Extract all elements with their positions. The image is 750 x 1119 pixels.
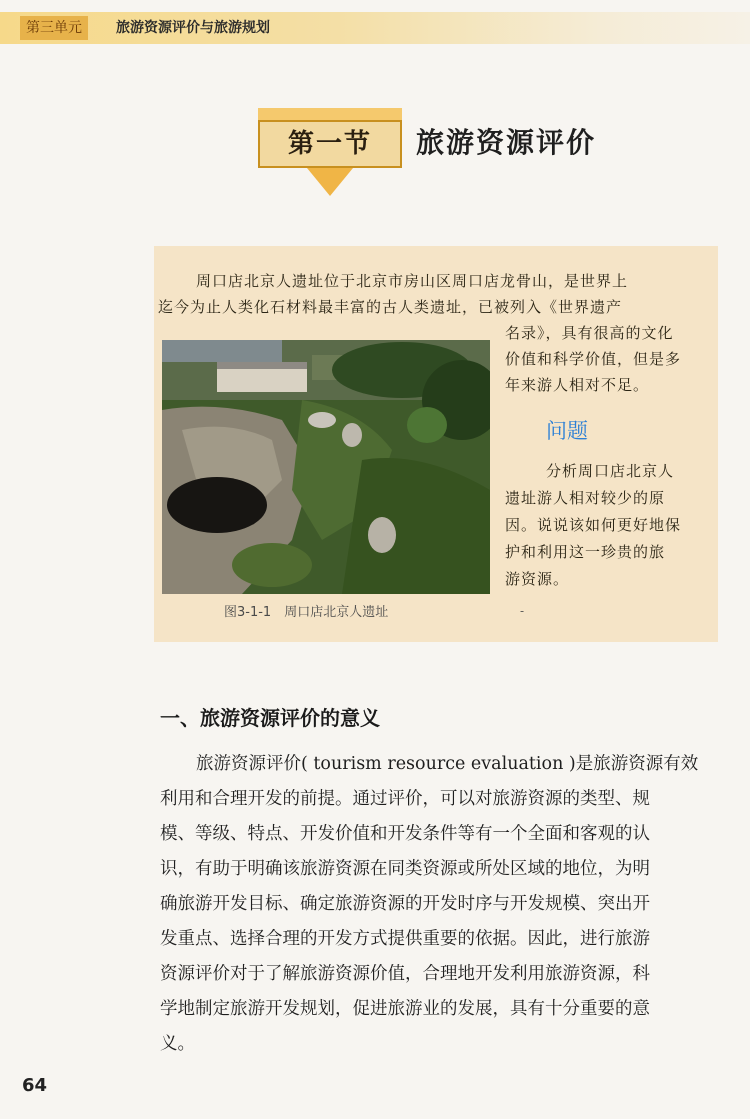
paragraph-line: 发重点、选择合理的开发方式提供重要的依据。因此，进行旅游 xyxy=(160,929,650,949)
paragraph-line: 义。 xyxy=(160,1034,195,1054)
case-text-line: 迄今为止人类化石材料最丰富的古人类遗址，已被列入《世界遗产 xyxy=(158,298,623,316)
site-photo-illustration xyxy=(162,340,490,594)
case-text-line: 名录》，具有很高的文化 xyxy=(505,324,674,342)
case-text-line: 价值和科学价值，但是多 xyxy=(505,350,682,368)
page-header xyxy=(0,12,750,44)
case-text-line: 年来游人相对不足。 xyxy=(505,376,650,394)
paragraph-line: 资源评价对于了解旅游资源价值，合理地开发利用旅游资源，科 xyxy=(160,964,650,984)
paragraph-line: 模、等级、特点、开发价值和开发条件等有一个全面和客观的认 xyxy=(160,824,650,844)
question-text-line: 因。说说该如何更好地保 xyxy=(505,516,682,534)
paragraph-line: 学地制定旅游开发规划，促进旅游业的发展，具有十分重要的意 xyxy=(160,999,650,1019)
site-photo xyxy=(162,340,490,594)
subheading: 一、旅游资源评价的意义 xyxy=(160,706,380,730)
section-number-label: 第一节 xyxy=(258,120,402,168)
paragraph-line: 确旅游开发目标、确定旅游资源的开发时序与开发规模、突出开 xyxy=(160,894,650,914)
question-text-line: 遗址游人相对较少的原 xyxy=(505,489,666,507)
question-label: 问题 xyxy=(546,419,588,443)
paragraph-line: 利用和合理开发的前提。通过评价，可以对旅游资源的类型、规 xyxy=(160,789,650,809)
unit-label: 第三单元 xyxy=(20,16,88,40)
unit-title: 旅游资源评价与旅游规划 xyxy=(116,20,270,36)
banner-decoration xyxy=(258,108,402,120)
figure-caption: 图3-1-1 周口店北京人遗址 xyxy=(224,605,389,620)
stray-mark: - xyxy=(520,604,525,618)
paragraph-line: 旅游资源评价( tourism resource evaluation )是旅游资源有效 xyxy=(196,754,699,774)
question-text-line: 护和利用这一珍贵的旅 xyxy=(505,543,666,561)
page-number: 64 xyxy=(22,1075,48,1096)
question-text-line: 游资源。 xyxy=(505,570,570,588)
case-text-line: 周口店北京人遗址位于北京市房山区周口店龙骨山，是世界上 xyxy=(196,272,629,290)
banner-arrow-icon xyxy=(307,168,353,196)
paragraph-line: 识，有助于明确该旅游资源在同类资源或所处区域的地位，为明 xyxy=(160,859,650,879)
section-title: 旅游资源评价 xyxy=(416,126,597,159)
question-text-line: 分析周口店北京人 xyxy=(546,462,675,480)
